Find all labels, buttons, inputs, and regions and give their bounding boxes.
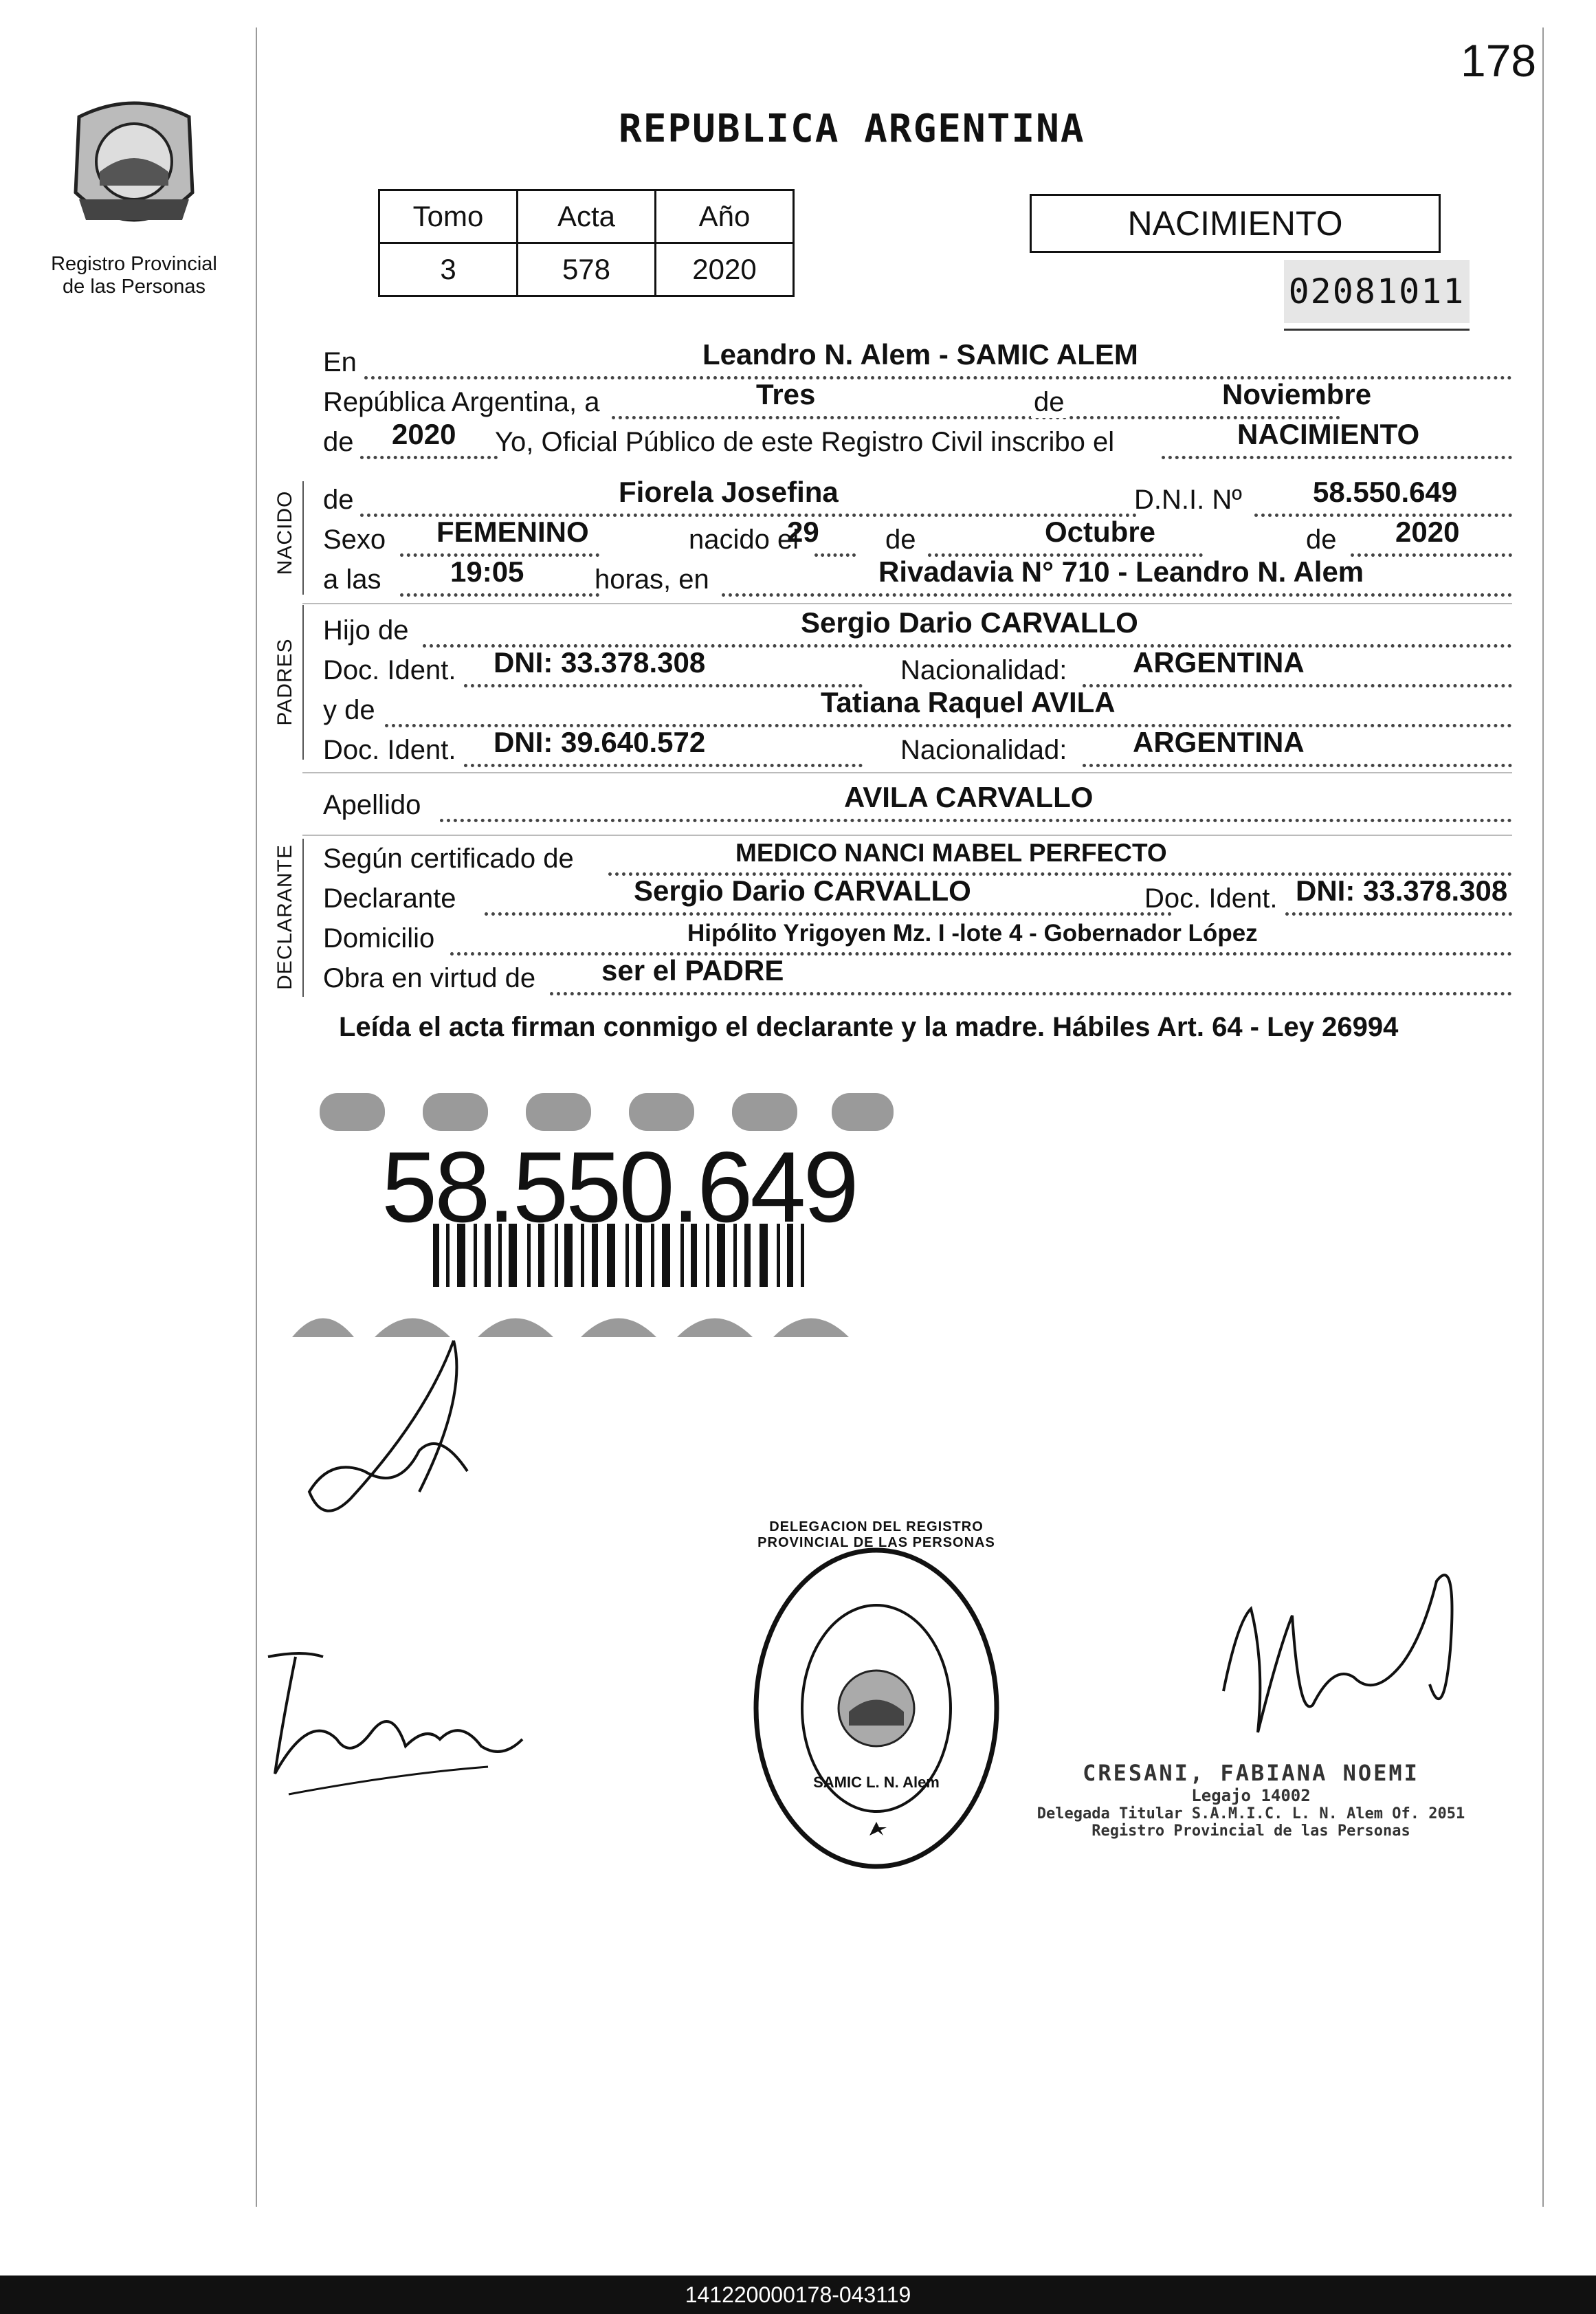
father-nationality-value: ARGENTINA <box>1133 646 1305 679</box>
birth-time-value: 19:05 <box>450 555 524 588</box>
barcode-sticker <box>285 1093 897 1337</box>
record-table <box>378 189 795 297</box>
row-nacido-name: de Fiorela Josefina D.N.I. Nº 58.550.649 <box>323 481 1512 518</box>
place-value: Leandro N. Alem - SAMIC ALEM <box>702 338 1138 371</box>
row-address: Domicilio Hipólito Yrigoyen Mz. I -lote 4 - Gobernador López <box>323 920 1512 957</box>
row-nacido-sexo: Sexo FEMENINO nacido el 29 de Octubre de 2020 <box>323 521 1512 558</box>
row-nacido-hora: a las 19:05 horas, en Rivadavia N° 710 - Leandro N. Alem <box>323 561 1512 598</box>
province-emblem-icon <box>58 89 210 241</box>
stamp-code: 02081011 <box>1284 260 1470 323</box>
birth-day-value: 29 <box>787 516 819 548</box>
year-value: 2020 <box>392 418 456 450</box>
mother-nationality-value: ARGENTINA <box>1133 726 1305 758</box>
round-seal-text: DELEGACION DEL REGISTRO PROVINCIAL DE LAS PERSONAS <box>757 1519 995 1550</box>
page-number: 178 <box>1461 35 1537 86</box>
row-capacity: Obra en virtud de ser el PADRE <box>323 960 1512 997</box>
row-father-doc: Doc. Ident. DNI: 33.378.308 Nacionalidad: ARGENTINA <box>323 652 1512 689</box>
province-logo <box>58 89 210 241</box>
sexo-value: FEMENINO <box>436 516 589 548</box>
section-label-declarante: DECLARANTE <box>274 844 296 990</box>
mother-doc-value: DNI: 39.640.572 <box>494 726 706 758</box>
table-header-tomo: Tomo <box>379 190 518 243</box>
table-value-tomo: 3 <box>379 243 518 296</box>
certificate-value: MEDICO NANCI MABEL PERFECTO <box>735 839 1167 867</box>
row-en: En Leandro N. Alem - SAMIC ALEM <box>323 344 1512 381</box>
record-type-box: NACIMIENTO <box>1030 194 1441 253</box>
declarant-doc-value: DNI: 33.378.308 <box>1296 874 1508 907</box>
row-apellido: Apellido AVILA CARVALLO <box>323 786 1512 824</box>
declarant-signature-icon <box>261 1334 550 1526</box>
capacity-value: ser el PADRE <box>601 954 784 987</box>
child-dni-value: 58.550.649 <box>1313 476 1458 508</box>
closing-text: Leída el acta firman conmigo el declarante y la madre. Hábiles Art. 64 - Ley 26994 <box>339 1012 1399 1042</box>
right-margin-line <box>1542 27 1544 2207</box>
section-label-nacido: NACIDO <box>274 490 296 575</box>
registry-name: Registro Provincial de las Personas <box>51 253 217 298</box>
mother-signature-icon <box>261 1636 536 1808</box>
table-value-ano: 2020 <box>656 243 794 296</box>
mother-name-value: Tatiana Raquel AVILA <box>821 686 1116 718</box>
table-header-acta: Acta <box>518 190 656 243</box>
birth-place-value: Rivadavia N° 710 - Leandro N. Alem <box>878 555 1364 588</box>
table-value-acta: 578 <box>518 243 656 296</box>
table-header-ano: Año <box>656 190 794 243</box>
birth-month-value: Octubre <box>1045 516 1156 548</box>
round-seal-icon <box>746 1540 1007 1877</box>
row-father: Hijo de Sergio Dario CARVALLO <box>323 612 1512 649</box>
country-title: REPUBLICA ARGENTINA <box>619 107 1085 151</box>
birth-year-value: 2020 <box>1395 516 1460 548</box>
surname-value: AVILA CARVALLO <box>844 781 1094 813</box>
father-doc-value: DNI: 33.378.308 <box>494 646 706 679</box>
row-mother-doc: Doc. Ident. DNI: 39.640.572 Nacionalidad: ARGENTINA <box>323 731 1512 769</box>
row-year: de 2020 Yo, Oficial Público de este Registro Civil inscribo el NACIMIENTO <box>323 423 1512 461</box>
footer-code: 141220000178-043119 <box>0 2276 1596 2314</box>
barcode-number: 58.550.649 <box>381 1131 856 1243</box>
section-label-padres: PADRES <box>274 638 296 726</box>
child-name-value: Fiorela Josefina <box>619 476 839 508</box>
day-value: Tres <box>756 378 816 410</box>
father-name-value: Sergio Dario CARVALLO <box>801 606 1138 639</box>
row-certificate: Según certificado de MEDICO NANCI MABEL PERFECTO <box>323 840 1512 877</box>
month-value: Noviembre <box>1222 378 1372 410</box>
act-type-value: NACIMIENTO <box>1237 418 1420 450</box>
row-mother: y de Tatiana Raquel AVILA <box>323 692 1512 729</box>
address-value: Hipólito Yrigoyen Mz. I -lote 4 - Gobernador López <box>687 920 1258 947</box>
official-stamp: CRESANI, FABIANA NOEMI Legajo 14002 Delegada Titular S.A.M.I.C. L. N. Alem Of. 2051 Registro Provincial de las Personas <box>1037 1760 1465 1840</box>
row-declarant: Declarante Sergio Dario CARVALLO Doc. Ident. DNI: 33.378.308 <box>323 880 1512 917</box>
round-seal-inner: SAMIC L. N. Alem <box>813 1774 940 1791</box>
left-margin-line <box>256 27 257 2207</box>
declarant-name-value: Sergio Dario CARVALLO <box>634 874 971 907</box>
row-republica: República Argentina, a Tres de Noviembre <box>323 384 1512 421</box>
